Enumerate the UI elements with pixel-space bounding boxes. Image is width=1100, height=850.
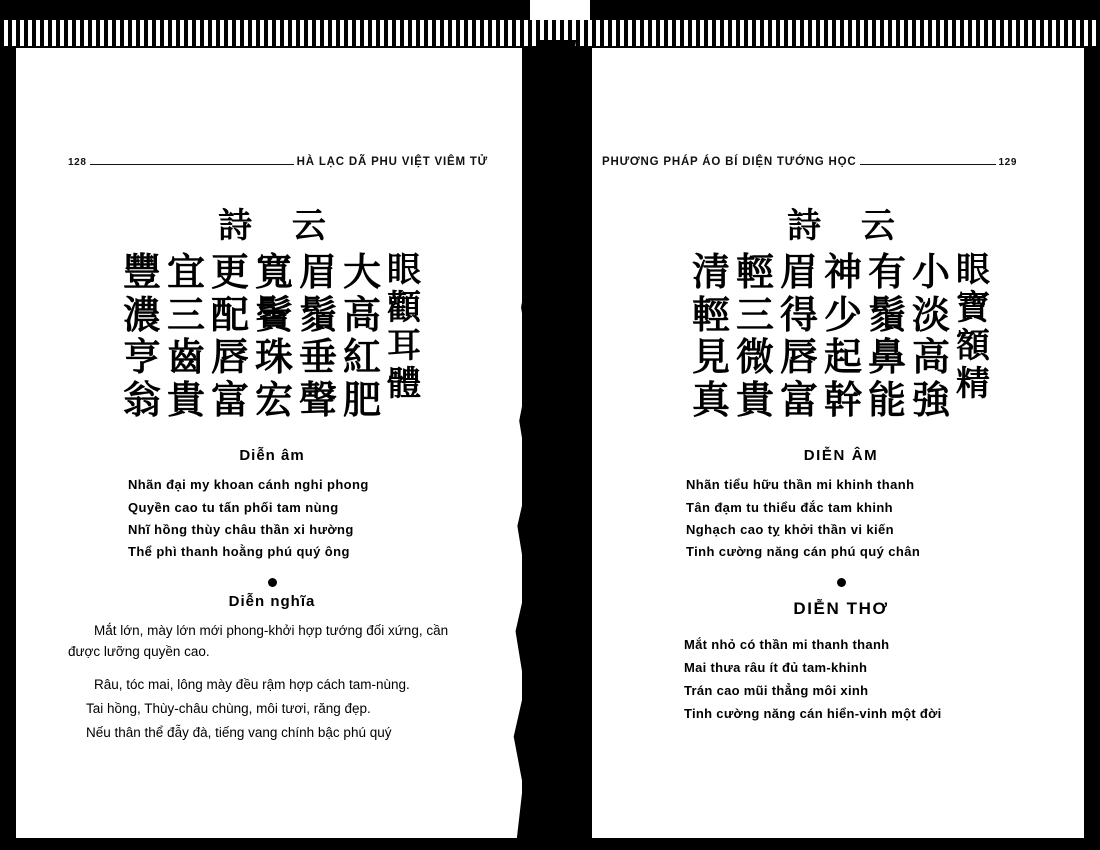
poem-column (692, 251, 730, 421)
verse-line: Thể phì thanh hoằng phú quý ông (128, 544, 350, 560)
section-dien-am-left (16, 447, 522, 744)
verse-line: Nhĩ hồng thùy châu thần xi hường (128, 521, 354, 537)
poem-char: 三 (166, 292, 205, 337)
poem-char: 配 (210, 292, 249, 337)
poem-column (912, 251, 950, 421)
poem-column (824, 251, 862, 421)
poem-char: 三 (735, 292, 774, 337)
poem-char: 輕 (735, 250, 774, 294)
poem-char: 唇 (779, 335, 818, 380)
verse-line: Nhãn đại my khoan cánh nghi phong (128, 477, 369, 493)
poem-char: 輕 (691, 292, 730, 337)
poem-char: 幹 (824, 377, 863, 422)
section-heading: DIỄN THƠ (793, 598, 889, 618)
poem-block-right (592, 198, 1084, 421)
poem-block-left (16, 198, 522, 421)
verse-line: Quyền cao tu tấn phối tam nùng (128, 499, 339, 515)
poem-char: 紅 (343, 335, 382, 380)
poem-char: 更 (210, 250, 249, 294)
poem-char: 珠 (255, 335, 294, 380)
poem-char: 寬 (255, 250, 294, 294)
poem-char: 顴 (387, 288, 422, 329)
scan-edge-bottom (0, 838, 1100, 850)
poem-char: 鬢 (255, 292, 294, 337)
poem-char: 貴 (166, 377, 205, 422)
poem-column (868, 251, 906, 421)
poem-grid-left (68, 251, 476, 421)
folio-number-right: 129 (998, 157, 1017, 168)
poem-char: 大 (343, 250, 382, 294)
running-head-rule (860, 163, 996, 165)
poem-char: 眼 (956, 250, 991, 290)
poem-char: 濃 (122, 292, 161, 337)
verse-line: Nhãn tiểu hữu thần mi khinh thanh (686, 477, 915, 493)
verse-line: Tinh cường năng cán hiển-vinh một đời (684, 706, 942, 721)
poem-char: 能 (868, 377, 907, 422)
poem-lead-column-left (387, 251, 421, 421)
poem-char: 有 (868, 250, 907, 294)
running-title-right: PHƯƠNG PHÁP ÁO BÍ DIỆN TƯỚNG HỌC (602, 156, 857, 168)
poem-column (299, 251, 337, 421)
poem-char: 神 (824, 250, 863, 294)
verse-block (638, 474, 1044, 563)
scan-artifact-comb (0, 0, 1100, 46)
poem-char: 翁 (122, 377, 161, 422)
poem-char: 眉 (779, 250, 818, 294)
poem-char: 小 (912, 250, 951, 294)
section-dien-am-right (592, 447, 1084, 725)
section-divider-dot (268, 578, 277, 587)
running-head-left (68, 156, 488, 168)
poem-char: 寶 (956, 288, 991, 329)
poem-char: 宏 (255, 377, 294, 422)
poem-char: 得 (779, 292, 818, 337)
verse-line: Mắt nhỏ có thần mi thanh thanh (684, 636, 890, 652)
poem-char: 富 (779, 377, 818, 422)
poem-lead-column-right (956, 251, 990, 421)
running-title-left: HÀ LẠC DÃ PHU VIỆT VIÊM TỬ (296, 156, 488, 168)
verse-line: Tân đạm tu thiểu đắc tam khinh (686, 499, 894, 515)
poem-char: 少 (824, 292, 863, 337)
poem-char: 淡 (912, 292, 951, 337)
poem-char: 耳 (387, 326, 422, 367)
poem-grid-right (638, 251, 1044, 421)
body-paragraph: Râu, tóc mai, lông mày đều rậm hợp cách tam-nùng. (94, 677, 410, 693)
poem-char: 高 (912, 335, 951, 380)
poem-char: 體 (387, 364, 422, 405)
verse-line: Tinh cường năng cán phú quý chân (686, 544, 921, 560)
poem-column (255, 251, 293, 421)
running-head-right (602, 156, 1017, 168)
poem-char: 真 (691, 377, 730, 422)
poem-char: 強 (912, 377, 951, 422)
poem-column (780, 251, 818, 421)
poem-heading-left: 詩 云 (218, 206, 340, 246)
section-heading: DIỄN ÂM (803, 447, 879, 465)
poem-char: 唇 (210, 335, 249, 380)
scan-edge-right (1082, 40, 1100, 850)
scan-edge-left (0, 40, 16, 850)
poem-char: 貴 (735, 377, 774, 422)
poem-column (736, 251, 774, 421)
poem-column (211, 251, 249, 421)
verse-line: Mai thưa râu ít đủ tam-khinh (684, 659, 868, 675)
verse-line: Nghạch cao tỵ khởi thần vi kiến (686, 521, 895, 537)
poem-column (123, 251, 161, 421)
poem-char: 豐 (122, 250, 161, 294)
poem-char: 齒 (166, 335, 205, 380)
poem-char: 見 (691, 335, 730, 380)
verse-block (638, 633, 1044, 726)
poem-char: 富 (210, 377, 249, 422)
poem-char: 高 (343, 292, 382, 337)
poem-char: 起 (824, 335, 863, 380)
scan-artifact-gap (530, 0, 590, 46)
poem-char: 宜 (166, 250, 205, 294)
running-head-rule (90, 163, 294, 165)
poem-char: 鬚 (868, 292, 907, 337)
poem-char: 微 (735, 335, 774, 380)
poem-char: 亨 (122, 335, 161, 380)
section-divider-dot (837, 578, 846, 587)
poem-char: 額 (956, 326, 991, 367)
section-heading: Diễn âm (239, 447, 305, 465)
poem-heading-right: 詩 云 (787, 206, 909, 246)
poem-column (167, 251, 205, 421)
poem-char: 鼻 (868, 335, 907, 380)
page-right (592, 48, 1084, 838)
poem-char: 聲 (299, 377, 338, 422)
section-heading: Diễn nghĩa (228, 592, 316, 610)
body-paragraph: Tai hồng, Thùy-châu chùng, môi tươi, răng đẹp. (86, 701, 371, 717)
poem-column (343, 251, 381, 421)
page-left (16, 48, 522, 838)
poem-char: 精 (956, 364, 991, 405)
poem-char: 眉 (299, 250, 338, 294)
poem-char: 鬚 (299, 292, 338, 337)
body-paragraph: Mắt lớn, mày lớn mới phong-khởi hợp tướng đối xứng, cần được lưỡng quyền cao. (68, 622, 449, 660)
body-paragraph: Nếu thân thể đẫy đà, tiếng vang chính bậc phú quý (86, 725, 392, 741)
poem-char: 眼 (387, 250, 422, 290)
verse-block (68, 474, 476, 563)
poem-char: 垂 (299, 335, 338, 380)
poem-char: 肥 (343, 377, 382, 422)
folio-number-left: 128 (68, 157, 87, 168)
verse-line: Trán cao mũi thẳng môi xinh (684, 682, 869, 698)
poem-char: 清 (691, 250, 730, 294)
